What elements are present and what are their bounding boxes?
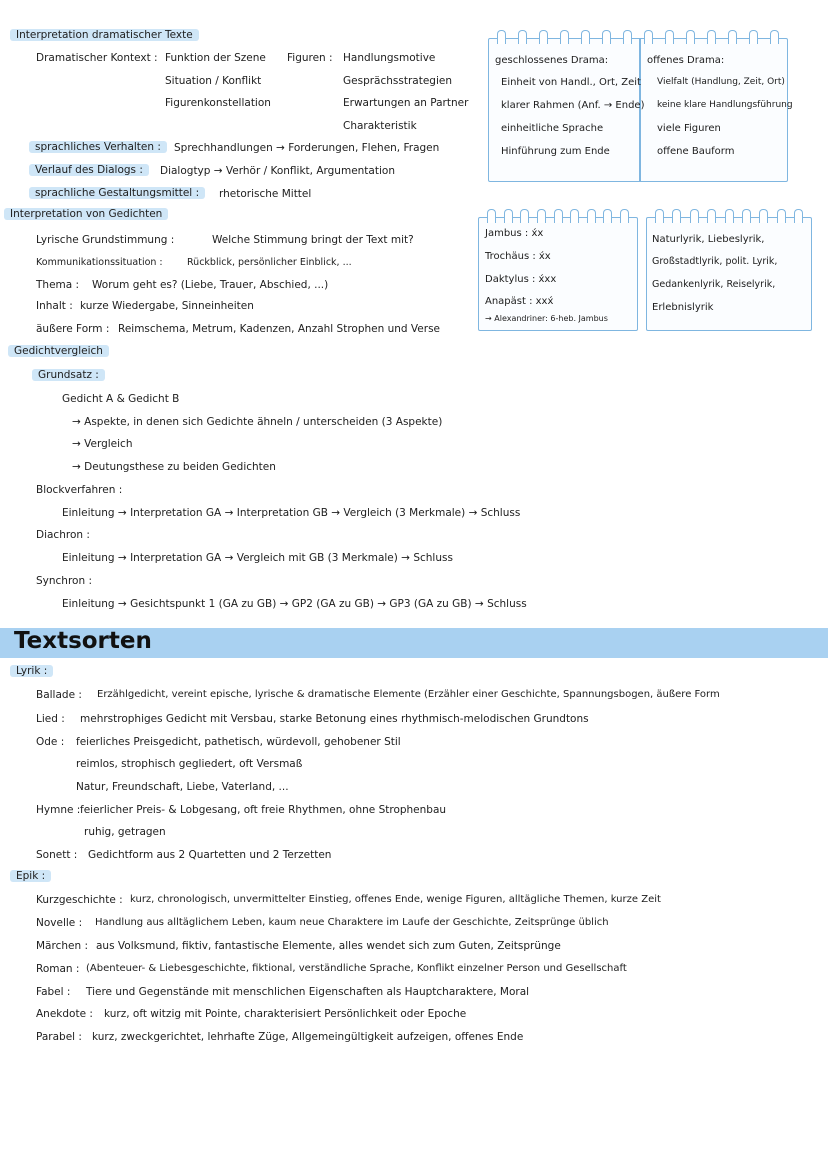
lyrik-types-note-card bbox=[646, 217, 812, 331]
synchron-label: Synchron : bbox=[36, 575, 93, 587]
gedichte-row-label: äußere Form : bbox=[36, 323, 110, 335]
lyrik-type-text: feierliches Preisgedicht, pathetisch, würdevoll, gehobener Stil bbox=[76, 736, 401, 748]
diachron-text: Einleitung → Interpretation GA → Vergleich mit GB (3 Merkmale) → Schluss bbox=[62, 552, 453, 564]
lyrik-type-label: Ballade : bbox=[36, 689, 82, 701]
gedichte-row-text: Rückblick, persönlicher Einblick, ... bbox=[187, 257, 352, 268]
drama-heading: Interpretation dramatischer Texte bbox=[10, 29, 199, 41]
epik-type-label: Märchen : bbox=[36, 940, 88, 952]
gedichte-heading: Interpretation von Gedichten bbox=[4, 208, 168, 220]
drama-note-card bbox=[488, 38, 793, 182]
mittel-label: sprachliche Gestaltungsmittel : bbox=[29, 187, 205, 199]
figuren-item: Handlungsmotive bbox=[343, 52, 436, 64]
kontext-item: Funktion der Szene bbox=[165, 52, 266, 64]
open-drama-item: Vielfalt (Handlung, Zeit, Ort) bbox=[657, 77, 785, 87]
gedichte-row-text: kurze Wiedergabe, Sinneinheiten bbox=[80, 300, 254, 312]
diachron-label: Diachron : bbox=[36, 529, 90, 541]
gedichte-row-text: Worum geht es? (Liebe, Trauer, Abschied, ...) bbox=[92, 279, 329, 291]
synchron-text: Einleitung → Gesichtspunkt 1 (GA zu GB) → GP2 (GA zu GB) → GP3 (GA zu GB) → Schluss bbox=[62, 598, 527, 610]
closed-drama-item: klarer Rahmen (Anf. → Ende) bbox=[501, 100, 645, 111]
figuren-item: Charakteristik bbox=[343, 120, 417, 132]
closed-drama-title: geschlossenes Drama: bbox=[495, 55, 609, 66]
epik-type-label: Kurzgeschichte : bbox=[36, 894, 123, 906]
metrum-item: Jambus : x́x bbox=[485, 228, 544, 239]
lyrik-type-text: mehrstrophiges Gedicht mit Versbau, starke Betonung eines rhythmisch-melodischen Grundtons bbox=[80, 713, 589, 725]
closed-drama-item: Einheit von Handl., Ort, Zeit bbox=[501, 77, 641, 88]
epik-type-text: (Abenteuer- & Liebesgeschichte, fiktional, verständliche Sprache, Konflikt einzelner Person und Gesellschaft bbox=[86, 963, 627, 974]
epik-type-text: aus Volksmund, fiktiv, fantastische Elemente, alles wendet sich zum Guten, Zeitsprünge bbox=[96, 940, 561, 952]
block-label: Blockverfahren : bbox=[36, 484, 123, 496]
mittel-text: rhetorische Mittel bbox=[219, 188, 312, 200]
lyrik-type-text: Erzählgedicht, vereint epische, lyrische & dramatische Elemente (Erzähler einer Geschichte, Spannungsbogen, äußere Form bbox=[97, 689, 720, 700]
open-drama-item: viele Figuren bbox=[657, 123, 721, 134]
grundsatz-point: → Deutungsthese zu beiden Gedichten bbox=[72, 461, 276, 473]
metrum-item: Trochäus : x́x bbox=[485, 251, 551, 262]
open-drama-item: keine klare Handlungsführung bbox=[657, 100, 793, 110]
verlauf-text: Dialogtyp → Verhör / Konflikt, Argumentation bbox=[160, 165, 395, 177]
epik-type-text: kurz, oft witzig mit Pointe, charakterisiert Persönlichkeit oder Epoche bbox=[104, 1008, 467, 1020]
epik-type-label: Parabel : bbox=[36, 1031, 82, 1043]
epik-type-label: Roman : bbox=[36, 963, 80, 975]
ode-line: Natur, Freundschaft, Liebe, Vaterland, ... bbox=[76, 781, 289, 793]
grundsatz-label: Grundsatz : bbox=[32, 369, 105, 381]
lyrik-label: Lyrik : bbox=[10, 665, 53, 677]
sprachlich-text: Sprechhandlungen → Forderungen, Flehen, Fragen bbox=[174, 142, 440, 154]
sprachlich-label: sprachliches Verhalten : bbox=[29, 141, 167, 153]
lyrik-type-label: Lied : bbox=[36, 713, 65, 725]
grundsatz-line: Gedicht A & Gedicht B bbox=[62, 393, 180, 405]
epik-label: Epik : bbox=[10, 870, 51, 882]
grundsatz-point: → Aspekte, in denen sich Gedichte ähneln / unterscheiden (3 Aspekte) bbox=[72, 416, 443, 428]
gedichte-row-text: Welche Stimmung bringt der Text mit? bbox=[212, 234, 414, 246]
lyrik-type-label: Ode : bbox=[36, 736, 65, 748]
open-drama-item: offene Bauform bbox=[657, 146, 735, 157]
hymne-line: ruhig, getragen bbox=[84, 826, 166, 838]
figuren-label: Figuren : bbox=[287, 52, 333, 64]
metrum-item: Anapäst : xxx́ bbox=[485, 296, 554, 307]
hymne-text: feierlicher Preis- & Lobgesang, oft freie Rhythmen, ohne Strophenbau bbox=[80, 804, 447, 816]
metrum-note-card bbox=[478, 217, 638, 331]
figuren-item: Gesprächsstrategien bbox=[343, 75, 452, 87]
kontext-item: Figurenkonstellation bbox=[165, 97, 271, 109]
grundsatz-point: → Vergleich bbox=[72, 438, 133, 450]
epik-type-text: kurz, zweckgerichtet, lehrhafte Züge, Allgemeingültigkeit aufzeigen, offenes Ende bbox=[92, 1031, 524, 1043]
textsorten-title: Textsorten bbox=[14, 628, 152, 654]
epik-type-text: kurz, chronologisch, unvermittelter Einstieg, offenes Ende, wenige Figuren, alltägliche Themen, kurze Zeit bbox=[130, 894, 661, 905]
kontext-label: Dramatischer Kontext : bbox=[36, 52, 158, 64]
block-text: Einleitung → Interpretation GA → Interpretation GB → Vergleich (3 Merkmale) → Schluss bbox=[62, 507, 521, 519]
epik-type-text: Tiere und Gegenstände mit menschlichen Eigenschaften als Hauptcharaktere, Moral bbox=[86, 986, 530, 998]
epik-type-text: Handlung aus alltäglichem Leben, kaum neue Charaktere im Laufe der Geschichte, Zeitsprünge üblich bbox=[95, 917, 609, 928]
figuren-item: Erwartungen an Partner bbox=[343, 97, 469, 109]
lyrik-type-item: Großstadtlyrik, polit. Lyrik, bbox=[652, 256, 778, 267]
gedichte-row-label: Inhalt : bbox=[36, 300, 73, 312]
sonett-label: Sonett : bbox=[36, 849, 78, 861]
vergleich-heading: Gedichtvergleich bbox=[8, 345, 109, 357]
metrum-item: Daktylus : x́xx bbox=[485, 274, 557, 285]
gedichte-row-text: Reimschema, Metrum, Kadenzen, Anzahl Strophen und Verse bbox=[118, 323, 440, 335]
metrum-item: → Alexandriner: 6-heb. Jambus bbox=[485, 314, 608, 323]
gedichte-row-label: Lyrische Grundstimmung : bbox=[36, 234, 175, 246]
epik-type-label: Anekdote : bbox=[36, 1008, 93, 1020]
verlauf-label: Verlauf des Dialogs : bbox=[29, 164, 149, 176]
kontext-item: Situation / Konflikt bbox=[165, 75, 262, 87]
lyrik-type-item: Erlebnislyrik bbox=[652, 302, 714, 313]
closed-drama-item: Hinführung zum Ende bbox=[501, 146, 610, 157]
ode-line: reimlos, strophisch gegliedert, oft Versmaß bbox=[76, 758, 303, 770]
lyrik-type-item: Gedankenlyrik, Reiselyrik, bbox=[652, 279, 776, 290]
epik-type-label: Novelle : bbox=[36, 917, 83, 929]
hymne-label: Hymne : bbox=[36, 804, 81, 816]
open-drama-title: offenes Drama: bbox=[647, 55, 725, 66]
lyrik-type-item: Naturlyrik, Liebeslyrik, bbox=[652, 234, 765, 245]
closed-drama-item: einheitliche Sprache bbox=[501, 123, 604, 134]
epik-type-label: Fabel : bbox=[36, 986, 71, 998]
gedichte-row-label: Kommunikationssituation : bbox=[36, 257, 163, 268]
gedichte-row-label: Thema : bbox=[36, 279, 80, 291]
sonett-text: Gedichtform aus 2 Quartetten und 2 Terzetten bbox=[88, 849, 332, 861]
